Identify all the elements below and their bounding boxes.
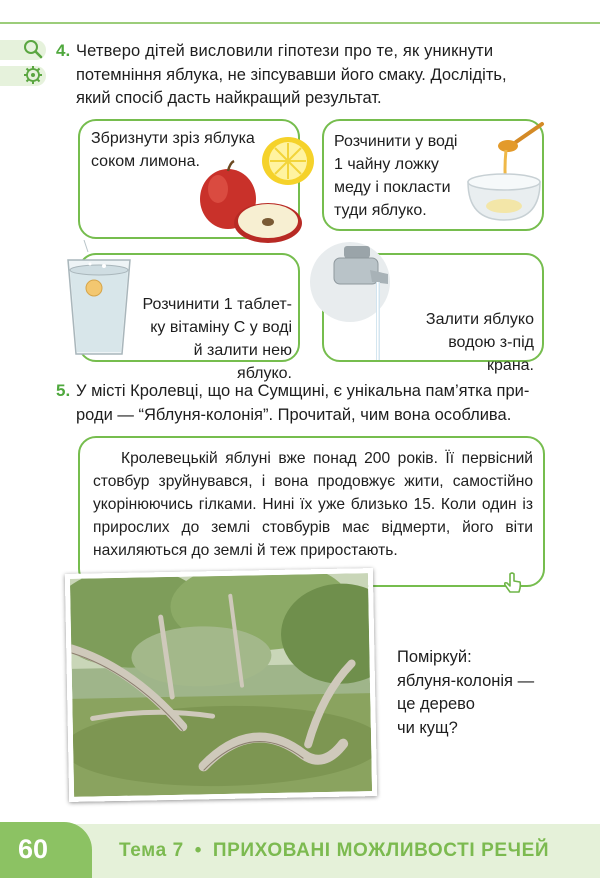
- page-number: 60: [18, 834, 49, 864]
- think-line: чи кущ?: [397, 718, 458, 737]
- task-4-text: [76, 40, 550, 111]
- apple-colony-photo-image: [70, 573, 372, 797]
- recycle-gear-icon: [22, 64, 44, 86]
- card-line: Розчинити 1 таблет-: [142, 296, 292, 313]
- card-line: 1 чайну ложку: [334, 156, 439, 173]
- think-line: Поміркуй:: [397, 648, 472, 666]
- honey-spoon-illustration: [460, 120, 546, 230]
- task-5-number: 5.: [56, 381, 71, 400]
- task-5-line: У місті Кролевці, що на Сумщині, є унікальна пам’ятка при-: [76, 382, 530, 400]
- hypothesis-card-text: [140, 293, 292, 385]
- task-4-line: потемніння яблука, не зіпсувавши його смаку. Дослідіть,: [76, 65, 507, 84]
- task-4-number: 4.: [56, 41, 71, 60]
- top-divider: [0, 22, 600, 24]
- pointing-hand-icon: [502, 572, 524, 596]
- card-line: ку вітаміну С у воді: [150, 319, 292, 336]
- task-4-line: який спосіб дасть найкращий результат.: [76, 89, 382, 107]
- card-line: Збризнути зріз яблука: [91, 130, 255, 147]
- magnifier-icon: [22, 38, 44, 60]
- apple-lemon-illustration: [196, 135, 318, 247]
- footer-topic: [119, 840, 549, 862]
- apple-colony-photo: [65, 568, 377, 802]
- card-line: Розчинити у воді: [334, 133, 458, 150]
- card-line: й залити нею яблуко.: [193, 342, 292, 382]
- card-line: Залити яблуко: [425, 311, 534, 328]
- footer-topic-title: ПРИХОВАНІ МОЖЛИВОСТІ РЕЧЕЙ: [212, 840, 550, 861]
- task-5-text: [76, 380, 550, 427]
- card-line: туди яблуко.: [334, 202, 427, 219]
- card-line: соком лимона.: [91, 153, 200, 170]
- hypothesis-card-text: [402, 308, 534, 377]
- task-4-line: Четверо дітей висловили гіпотези про те, як уникнути: [76, 42, 494, 60]
- think-line: яблуня-колонія —: [397, 671, 535, 690]
- card-line: меду і покласти: [334, 179, 451, 196]
- card-line: водою з-під крана.: [448, 334, 534, 374]
- footer-topic-label: Тема 7: [119, 840, 184, 861]
- water-tap-illustration: [310, 240, 402, 362]
- footer-separator: •: [194, 840, 202, 861]
- think-question: [397, 646, 557, 740]
- story-paragraph: Кролевецькій яблуні вже понад 200 років. Її первісний стовбур зруйнувався, і вона продовжує жити, самостійно укорінюючись гілками. Нині їх уже близько 15. Коли один із прирослих до землі стовбурів має відмерти, його віти нахиляються до землі й теж приростають.: [93, 450, 533, 559]
- water-glass-illustration: [64, 240, 134, 360]
- think-line: це дерево: [397, 695, 475, 713]
- story-text: [93, 447, 533, 562]
- hypothesis-card-text: [334, 130, 457, 222]
- task-5-line: роди — “Яблуня-колонія”. Прочитай, чим вона особлива.: [76, 405, 512, 424]
